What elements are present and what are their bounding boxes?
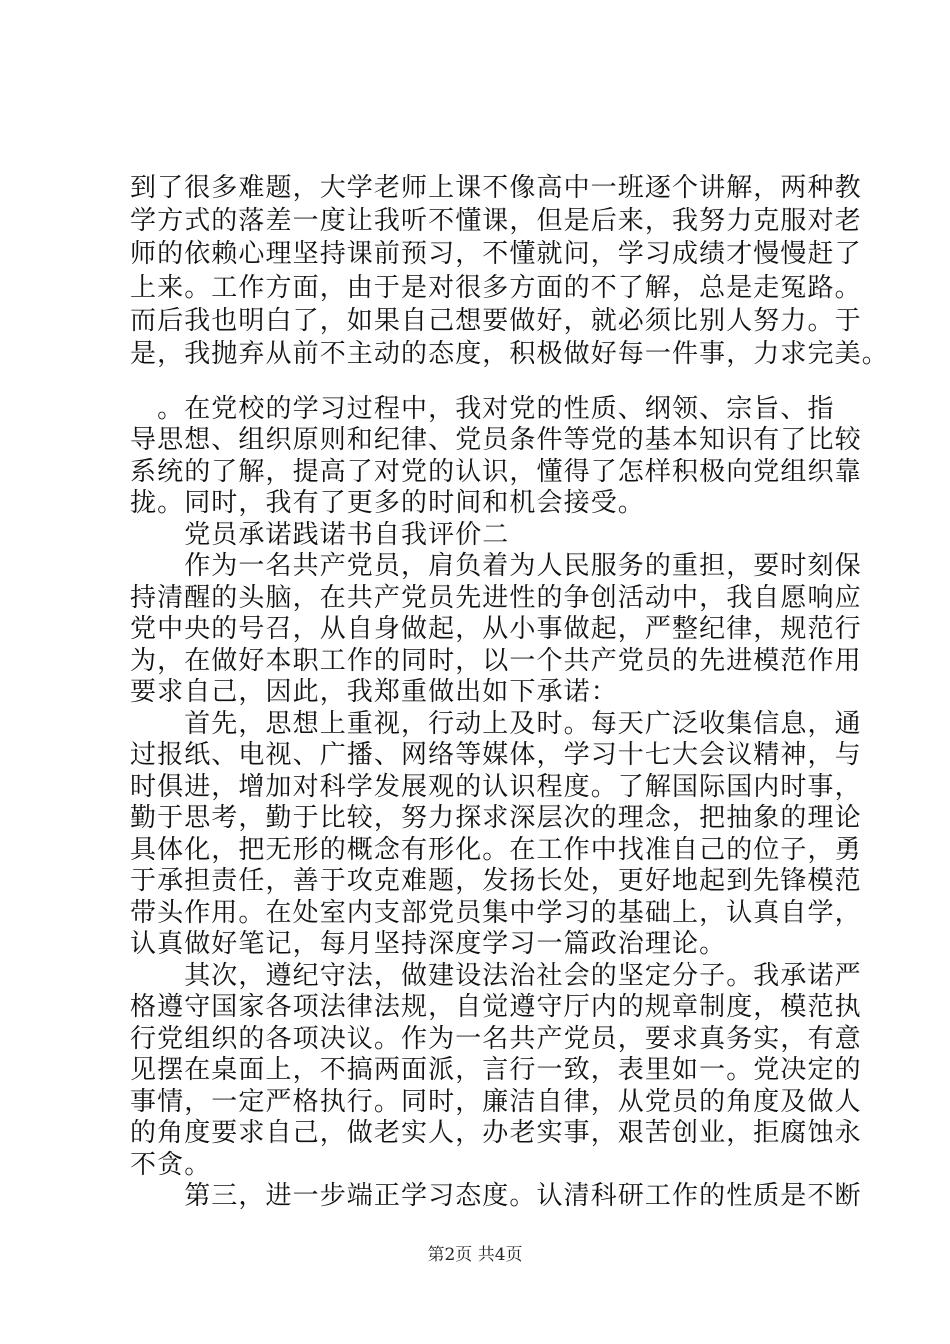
text-line: 为，在做好本职工作的同时，以一个共产党员的先进模范作用: [130, 645, 862, 676]
text-line: 勤于思考，勤于比较，努力探求深层次的理念，把抽象的理论: [130, 803, 862, 834]
text-line: 。在党校的学习过程中，我对党的性质、纲领、宗旨、指: [130, 394, 835, 424]
text-line: 系统的了解，提高了对党的认识，懂得了怎样积极向党组织靠: [130, 456, 862, 487]
text-line: 导思想、组织原则和纪律、党员条件等党的基本知识有了比较: [130, 425, 862, 456]
text-line: 师的依赖心理坚持课前预习，不懂就问，学习成绩才慢慢赶了: [130, 239, 862, 270]
text-line: 不贪。: [130, 1149, 212, 1180]
section-heading: 党员承诺践诺书自我评价二: [130, 519, 510, 550]
text-line: 拢。同时，我有了更多的时间和机会接受。: [130, 488, 645, 519]
text-line: 于承担责任，善于攻克难题，发扬长处，更好地起到先锋模范: [130, 866, 862, 897]
text-line: 首先，思想上重视，行动上及时。每天广泛收集信息，通: [130, 708, 862, 739]
text-line: 具体化，把无形的概念有形化。在工作中找准自己的位子，勇: [130, 834, 862, 865]
text-line: 学方式的落差一度让我听不懂课，但是后来，我努力克服对老: [130, 206, 862, 237]
text-line: 时俱进，增加对科学发展观的认识程度。了解国际国内时事，: [130, 771, 862, 802]
page-number-footer: 第2页 共4页: [427, 1245, 523, 1265]
text-line: 其次，遵纪守法，做建设法治社会的坚定分子。我承诺严: [130, 960, 862, 991]
text-line: 事情，一定严格执行。同时，廉洁自律，从党员的角度及做人: [130, 1086, 862, 1117]
text-line: 持清醒的头脑，在共产党员先进性的争创活动中，我自愿响应: [130, 582, 862, 613]
text-line: 而后我也明白了，如果自己想要做好，就必须比别人努力。于: [130, 305, 862, 336]
text-line: 见摆在桌面上，不搞两面派，言行一致，表里如一。党决定的: [130, 1055, 862, 1086]
text-line: 是，我抛弃从前不主动的态度，积极做好每一件事，力求完美。: [130, 339, 889, 369]
text-line: 的角度要求自己，做老实人，办老实事，艰苦创业，拒腐蚀永: [130, 1118, 862, 1149]
text-line: 行党组织的各项决议。作为一名共产党员，要求真务实，有意: [130, 1023, 862, 1054]
text-line: 要求自己，因此，我郑重做出如下承诺：: [130, 677, 618, 708]
text-line: 上来。工作方面，由于是对很多方面的不了解，总是走冤路。: [130, 272, 862, 303]
text-line: 认真做好笔记，每月坚持深度学习一篇政治理论。: [130, 929, 727, 960]
text-line: 到了很多难题，大学老师上课不像高中一班逐个讲解，两种教: [130, 173, 862, 203]
text-line: 作为一名共产党员，肩负着为人民服务的重担，要时刻保: [130, 551, 862, 582]
text-line: 过报纸、电视、广播、网络等媒体，学习十七大会议精神，与: [130, 740, 862, 771]
text-line: 第三，进一步端正学习态度。认清科研工作的性质是不断: [130, 1181, 862, 1211]
text-line: 格遵守国家各项法律法规，自觉遵守厅内的规章制度，模范执: [130, 992, 862, 1023]
text-line: 党中央的号召，从自身做起，从小事做起，严整纪律，规范行: [130, 614, 862, 645]
text-line: 带头作用。在处室内支部党员集中学习的基础上，认真自学，: [130, 897, 862, 928]
